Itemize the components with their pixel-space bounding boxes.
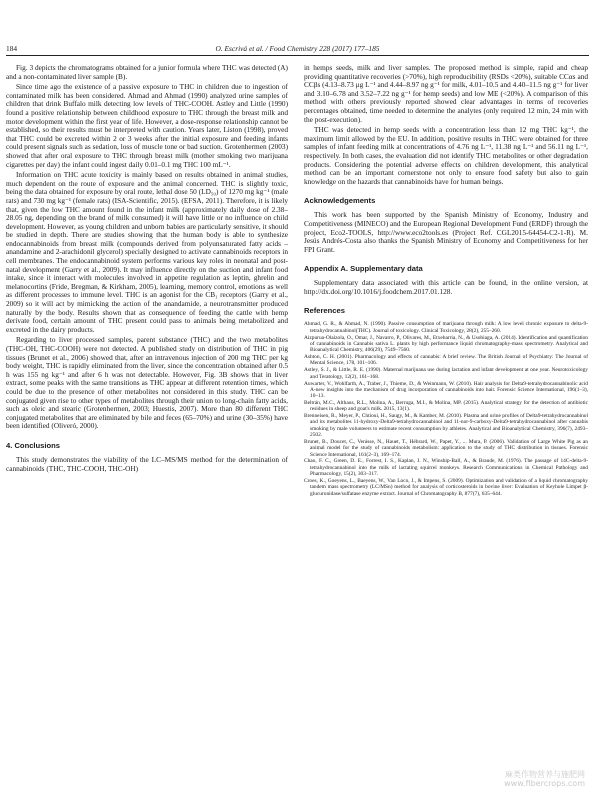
- right-column: [304, 64, 588, 497]
- paragraph-acute-toxicity: Information on THC acute toxicity is mainly based on results obtained in animal studies, much dependent on the route of exposure and the animal concerned. THC is slightly toxic, being the data obtained for exposure by oral route, lethal dose 50 (LD₅₀) of 1270 mg kg⁻¹ (male rats) and 730 mg kg⁻¹ (female rats) (ISA-Scientific, 2015). (EFSA, 2011). Therefore, it is likely that, given the low THC amount found in the infant milk (approximately daily dose of 2.38–28.05 ng, depending on the brand of milk consumed) it will have little or no influence on child development. However, as young children and unborn babies are particularly sensitive, it should be studied in depth. There are studies showing that the human body is able to synthesize endocannabinoids from breast milk (compounds derived from polyunsaturated fatty acids – anandamine and 2-arachidonil glycerol) specially designed to activate cannabinoids receptors in cell membranes. The endocannabinoid system performs various key roles in neonatal and post-natal development (Garry et al., 2009). It may influence directly on the suction and infant food intake, since it interact with molecules involved in appetite regulation as leptin, ghrelin and melanocortins (Fride, Bregman, & Kirkham, 2005), learning, memory control, emotions as well as different processes to immune level. THC is an agonist for the CB₁ receptors (Garry et al., 2009) so it will act by mimicking the action of the anandamide, a neurotransmitter produced naturally by the body. Results shown that as consequence of feeding the cattle with hemp derivate food, certain amount of THC present could pass to animals being metabolized and excreted in the dairy products.: [6, 170, 288, 334]
- reference-item[interactable]: Beltrán, M.C., Althaus, R.L., Molina, A., Berruga, M.I., & Molina, MP. (2015). Analytical strategy for the detection of antibiotic residues in sheep and goat's milk. 2015, 13(1).: [304, 400, 588, 413]
- reference-item[interactable]: Aizpurua-Olaizola, O., Omar, J., Navarro, P., Olivares, M., Etxebarria, N., & Usobiaga, A. (2014). Identification and quantification of cannabinoids in Cannabis sativa L. plants by high performance liquid chromatography-mass spectrometry. Analytical and Bioanalytical Chemistry, 406(29), 7549–7560.: [304, 334, 588, 354]
- header-rule: [6, 55, 589, 56]
- acknowledgements-heading: Acknowledgements: [304, 196, 376, 206]
- paragraph-acknowledgements: This work has been supported by the Spanish Ministry of Economy, Industry and Competitiveness (MINECO) and the European Regional Development Fund (ERDF) through the project, Eco2-TOOLS, http://www.eco2tools.es (Project Ref. CGL2015-64454-C2-1-R). M. Jesús Andrés-Costa also thanks the Spanish Ministry of Economy and Competitiveness for her FPI Grant.: [304, 210, 588, 254]
- reference-item[interactable]: Chao, F. C., Green, D. E., Forrest, I. S., Kaplan, J. N., Winship-Ball, A., & Braude, M. (1976). The passage of 14C-delta-9-tetrahydrocannabinol into the milk of lactating squirrel monkeys. Research Communications in Chemical Pathology and Pharmacology, 15(2), 303–317.: [304, 458, 588, 478]
- watermark: [504, 770, 585, 788]
- paragraph-passive-exposure: Since time ago the existence of a passive exposure to THC in children due to ingestion of contaminated milk has been considered. Ahmad and Ahmad (1990) analyzed urine samples of children that drink Buffalo milk detecting low levels of THC-COOH. Astley and Little (1990) found a positive relationship between childhood exposure to THC through the breast milk and motor development within the first year of life. However, a dose-response relationship cannot be established, so their results must be interpreted with caution. Years later, Liston (1998), proved that THC could be excreted within 2 or 3 weeks after the initial exposure and feeding infants could present signals such as sedation, loss of muscle tone or bad suction. Grotenhermen (2003) showed that after oral exposure to THC through breast milk (mother smoking two marijuana cigarettes per day) the infant could ingest daily 0.01–0.1 mg THC 100 mL⁻¹.: [6, 82, 288, 169]
- watermark-line-2: www.fibercrops.com: [504, 779, 585, 788]
- reference-item[interactable]: Astley, S. J., & Little, R. E. (1990). Maternal marijuana use during lactation and infant development at one year. Neurotoxicology and Teratology, 12(2), 161–168.: [304, 367, 588, 380]
- reference-item[interactable]: Brenneisen, R., Meyer, P., Chtioui, H., Saugy, M., & Kamber, M. (2010). Plasma and urine profiles of Delta9-tetrahydrocannabinol and its metabolites 11-hydroxy-Delta9-tetrahydrocannabinol and 11-nor-9-carboxy-Delta9-tetrahydrocannabinol after cannabis smoking by male volunteers to estimate recent consumption by athletes. Analytical and Bioanalytical Chemistry, 396(7), 2493–2502.: [304, 413, 588, 439]
- paragraph-fig3: Fig. 3 depicts the chromatograms obtained for a junior formula where THC was detected (A) and a non-contaminated liver sample (B).: [6, 63, 288, 81]
- appendix-heading: Appendix A. Supplementary data: [304, 264, 423, 274]
- paragraph-supplementary: Supplementary data associated with this article can be found, in the online version, at http://dx.doi.org/10.1016/j.foodchem.2017.01.128.: [304, 278, 588, 296]
- page-number: 184: [6, 44, 18, 53]
- left-column: [6, 64, 288, 475]
- reference-item[interactable]: Auwarter, V., Wohlfarth, A., Traber, J., Thieme, D., & Weinmann, W. (2010). Hair analysis for Delta9-tetrahydrocannabinolic acid A-new insights into the mechanism of drug incorporation of cannabinoids into hair. Forensic Science International, 196(1–3), 10–13.: [304, 380, 588, 400]
- reference-item[interactable]: Croes, K., Goeyens, L., Baeyens, W., Van Loco, J., & Impens, S. (2009). Optimization and validation of a liquid chromatography tandem mass spectrometry (LC/MSn) method for analysis of corticosteroids in bovine liver: Evaluation of Keyhole Limpet β-glucuronidase/sulfatase enzyme extract. Journal of Chromatography B, 877(7), 635–644.: [304, 477, 588, 497]
- paragraph-method-summary: in hemps seeds, milk and liver samples. The proposed method is simple, rapid and cheap providing quantitative recoveries (>70%), high reproducibility (RSDs <20%), suitable CCαs and CCβs (4.13–8.73 μg L⁻¹ and 4.44–8.97 ng g⁻¹ for milk, 4.01–10.5 and 4.40–11.5 ng g⁻¹ for liver and 3.10–6.78 and 3.52–7.22 ng g⁻¹ for hemp seeds) and low ME (<20%). A comparison of this method with others previously reported showed clear advantages in terms of recoveries percentages obtained, time needed to determine the analytes (only required 12 min, 24 min with the post-execution).: [304, 63, 588, 124]
- paragraph-thc-detected: THC was detected in hemp seeds with a concentration less than 12 mg THC kg⁻¹, the maximum limit allowed by the EU. In addition, positive results in THC were obtained for three samples of infant feeding milk at concentrations of 4.76 ng L⁻¹, 11.38 ng L⁻¹ and 56.11 ng L⁻¹, respectively. In both cases, the evaluation did not identify THC metabolites or other degradation products. Considering the potential adverse effects on children development, this analytical method can be an important cornerstone not only to ensure food safety but also to gain knowledge on the hazards that cannabinoids have for human beings.: [304, 125, 588, 186]
- conclusions-heading: 4. Conclusions: [6, 440, 61, 450]
- reference-item[interactable]: Brunet, B., Doucet, C., Venisse, N., Hauet, T., Hébrard, W., Papet, Y., ... Mura, P. (2006). Validation of Large White Pig as an animal model for the study of cannabinoids metabolism: application to the study of THC distribution in tissues. Forensic Science International, 161(2–3), 169–174.: [304, 438, 588, 458]
- reference-item[interactable]: Ahmad, G. R., & Ahmad, N. (1990). Passive consumption of marijuana through milk: A low level chronic exposure to delta-9-tetrahydrocannabinol(THC). Journal of toxicology. Clinical Toxicology, 28(2), 255–260.: [304, 321, 588, 334]
- running-title: O. Escrivá et al. / Food Chemistry 228 (2017) 177–185: [215, 44, 380, 53]
- watermark-line-1: 麻类作物营养与施肥网: [505, 770, 585, 779]
- reference-list: [304, 321, 588, 496]
- running-header: [6, 44, 589, 56]
- references-heading: References: [304, 306, 345, 316]
- paragraph-liver-samples: Regarding to liver processed samples, parent substance (THC) and the two metabolites (THC-OH, THC-COOH) were not detected. A published study on distribution of THC in pig tissues (Brunet et al., 2006) showed that, after an intravenous injection of 200 mg THC per kg body weight, THC is rapidly eliminated from the liver, since the concentration obtained after 0.5 h was 155 ng kg⁻¹ and after 6 h was not detectable. However, Fig. 3B shows that in liver extract, some peaks with the same transitions as THC appear at different retention times, which could be due to the presence of other metabolites not considered in this study. THC can be conjugated given rise to other types of metabolites through their union to long-chain fatty acids, such as oleic and stearic (Grotenhermen, 2003; Huestis, 2007). More than 80 different THC conjugated metabolites that are eliminated by bile and feces (65–70%) and urine (30–35%) have been identified (Oliveró, 2000).: [6, 335, 288, 431]
- paragraph-conclusions: This study demonstrates the viability of the LC–MS/MS method for the determination of cannabinoids (THC, THC-COOH, THC-OH): [6, 454, 288, 473]
- reference-item[interactable]: Ashton, C. H. (2001). Pharmacology and effects of cannabis: A brief review. The British Journal of Psychiatry: The Journal of Mental Science, 178, 101–106.: [304, 354, 588, 367]
